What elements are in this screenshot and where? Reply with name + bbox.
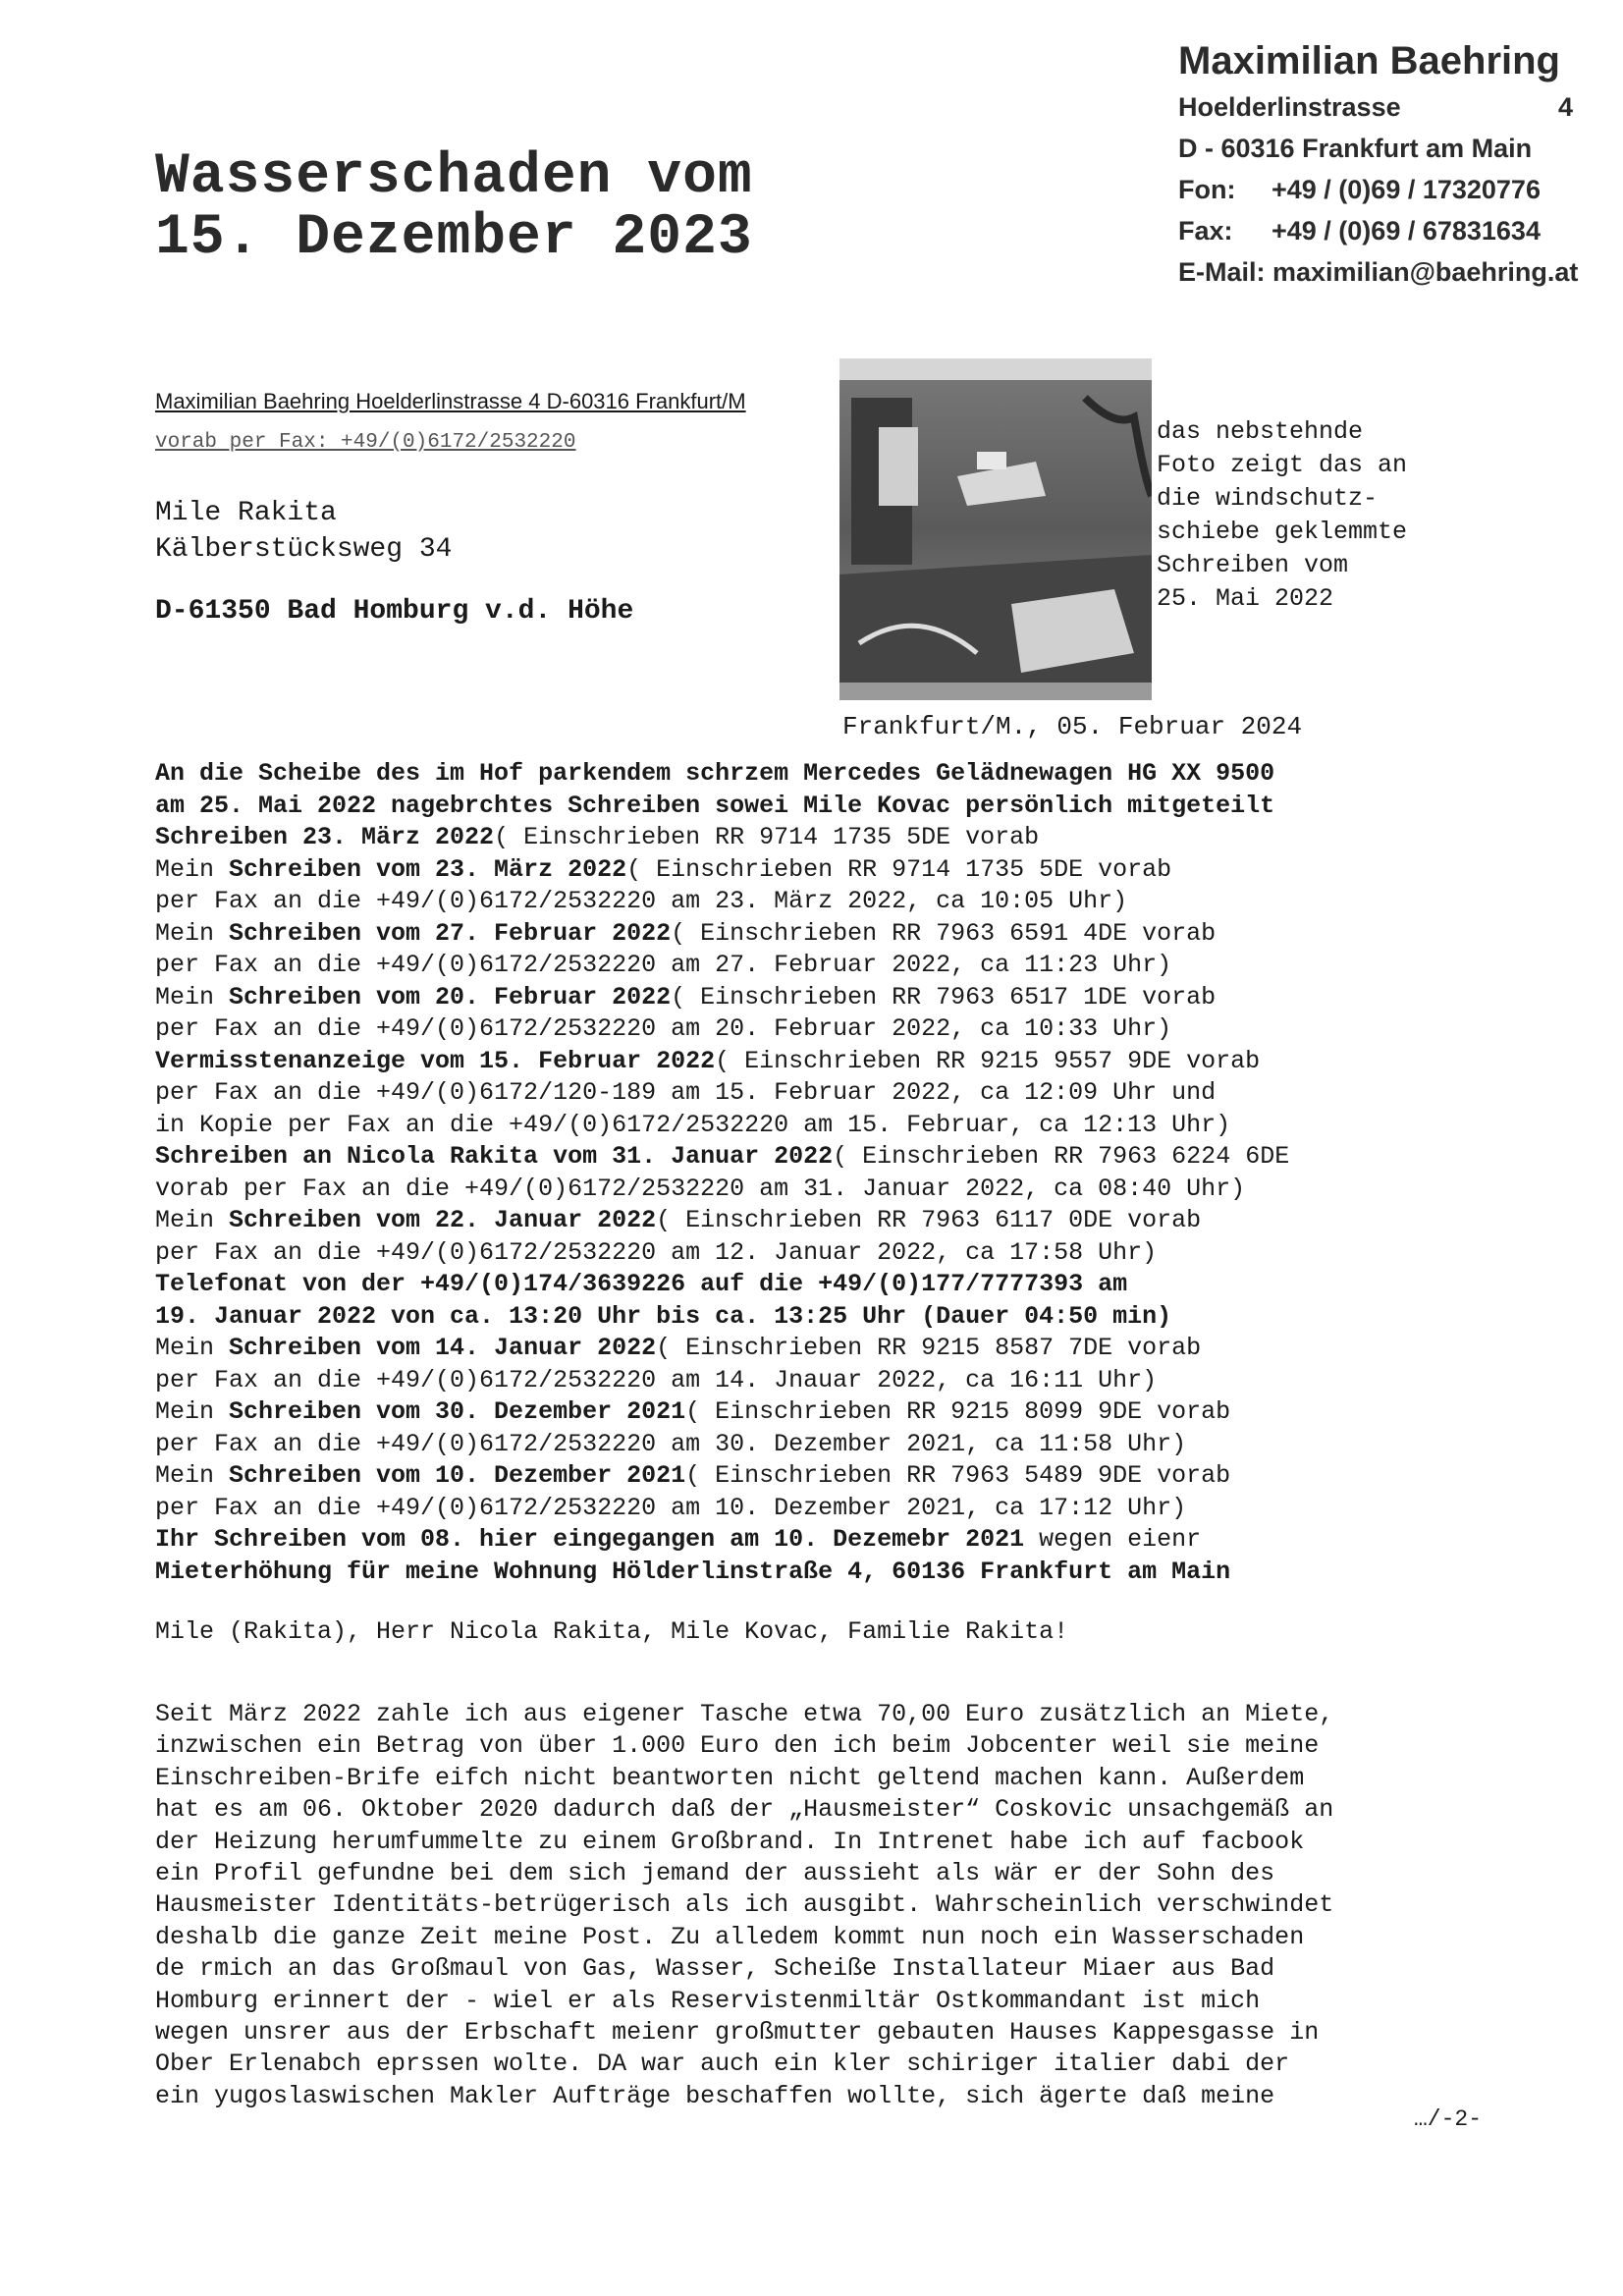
reference-detail-text: per Fax an die +49/(0)6172/2532220 am 30. Dezember 2021, ca 11:58 Uhr) bbox=[155, 1429, 1187, 1458]
reference-line bbox=[155, 1237, 1289, 1270]
photo-caption-line: das nebstehnde bbox=[1157, 417, 1364, 446]
sender-street: Hoelderlinstrasse bbox=[1178, 92, 1401, 122]
reference-detail-text: ( Einschrieben RR 9714 1735 5DE vorab bbox=[626, 854, 1172, 884]
reference-detail-text: ( Einschrieben RR 7963 5489 9DE vorab bbox=[685, 1461, 1231, 1490]
reference-line bbox=[155, 918, 1289, 951]
body-text bbox=[155, 1699, 1333, 2112]
reference-detail-text: wegen eienr bbox=[1024, 1525, 1202, 1554]
reference-line bbox=[155, 791, 1289, 823]
sender-street-row bbox=[1178, 86, 1581, 128]
reference-detail-text: per Fax an die +49/(0)6172/2532220 am 12. Januar 2022, ca 17:58 Uhr) bbox=[155, 1237, 1158, 1267]
reference-line bbox=[155, 1013, 1289, 1046]
reference-detail-text: ( Einschrieben RR 9215 8099 9DE vorab bbox=[685, 1397, 1231, 1426]
reference-line bbox=[155, 1429, 1289, 1461]
sender-phone-label: Fon: bbox=[1178, 175, 1236, 204]
body-line: deshalb die ganze Zeit meine Post. Zu alledem kommt nun noch ein Wasserschaden bbox=[155, 1922, 1305, 1951]
sender-fax-label: Fax: bbox=[1178, 216, 1233, 246]
reference-line bbox=[155, 1301, 1289, 1334]
reference-line bbox=[155, 1269, 1289, 1301]
photo-caption-line: schiebe geklemmte bbox=[1157, 518, 1408, 546]
photo-caption bbox=[1157, 415, 1407, 616]
reference-line bbox=[155, 1141, 1289, 1174]
reference-detail-text: ( Einschrieben RR 7963 6224 6DE bbox=[833, 1142, 1290, 1171]
body-line: wegen unsrer aus der Erbschaft meienr großmutter gebauten Hauses Kappesgasse in bbox=[155, 2018, 1320, 2048]
reference-line bbox=[155, 1460, 1289, 1493]
title-line-1: Wasserschaden vom bbox=[155, 145, 753, 209]
body-line: Hausmeister Identitäts-betrügerisch als ich ausgibt. Wahrscheinlich verschwindet bbox=[155, 1890, 1334, 1920]
reference-line bbox=[155, 1396, 1289, 1429]
sender-city: D - 60316 Frankfurt am Main bbox=[1178, 134, 1533, 163]
document-title bbox=[155, 147, 753, 269]
reference-detail-text: per Fax an die +49/(0)6172/2532220 am 23. März 2022, ca 10:05 Uhr) bbox=[155, 887, 1128, 915]
reference-bold-text: Schreiben vom 10. Dezember 2021 bbox=[229, 1461, 686, 1490]
reference-line bbox=[155, 1046, 1289, 1078]
letter-date: Frankfurt/M., 05. Februar 2024 bbox=[842, 712, 1303, 741]
body-line: de rmich an das Großmaul von Gas, Wasser, Scheiße Installateur Miaer aus Bad bbox=[155, 1954, 1275, 1984]
recipient-address bbox=[155, 495, 633, 629]
reference-detail-text: ( Einschrieben RR 9714 1735 5DE vorab bbox=[494, 823, 1040, 851]
reference-detail-text: ( Einschrieben RR 9215 9557 9DE vorab bbox=[715, 1046, 1261, 1075]
reference-detail-text: ( Einschrieben RR 7963 6591 4DE vorab bbox=[671, 918, 1217, 948]
reference-detail-text: per Fax an die +49/(0)6172/2532220 am 20. Februar 2022, ca 10:33 Uhr) bbox=[155, 1014, 1172, 1043]
reference-detail-text: per Fax an die +49/(0)6172/2532220 am 27. Februar 2022, ca 11:23 Uhr) bbox=[155, 951, 1172, 979]
reference-detail-text: per Fax an die +49/(0)6172/2532220 am 10. Dezember 2021, ca 17:12 Uhr) bbox=[155, 1493, 1187, 1522]
reference-bold-text: Ihr Schreiben vom 08. hier eingegangen am 10. Dezemebr 2021 bbox=[155, 1525, 1025, 1554]
reference-bold-text: Schreiben vom 20. Februar 2022 bbox=[229, 982, 672, 1011]
sender-phone: +49 / (0)69 / 17320776 bbox=[1271, 175, 1541, 204]
reference-bold-text: Schreiben 23. März 2022 bbox=[155, 823, 495, 851]
body-line: Seit März 2022 zahle ich aus eigener Tasche etwa 70,00 Euro zusätzlich an Miete, bbox=[155, 1700, 1334, 1728]
reference-prefix: Mein bbox=[155, 1397, 230, 1426]
recipient-name: Mile Rakita bbox=[155, 498, 337, 528]
reference-bold-text: Schreiben vom 27. Februar 2022 bbox=[229, 918, 672, 948]
reference-line bbox=[155, 854, 1289, 887]
reference-detail-text: ( Einschrieben RR 9215 8587 7DE vorab bbox=[656, 1334, 1202, 1362]
sender-street-number: 4 bbox=[1557, 92, 1573, 122]
body-line: Einschreiben-Brife eifch nicht beantworten nicht geltend machen kann. Außerdem bbox=[155, 1763, 1305, 1792]
return-address: Maximilian Baehring Hoelderlinstrasse 4 D-60316 Frankfurt/M bbox=[155, 389, 746, 413]
reference-line bbox=[155, 1365, 1289, 1397]
reference-prefix: Mein bbox=[155, 1206, 230, 1234]
title-line-2: 15. Dezember 2023 bbox=[155, 206, 753, 270]
reference-line bbox=[155, 1077, 1289, 1110]
sender-email: E-Mail: maximilian@baehring.at bbox=[1178, 257, 1579, 287]
reference-prefix: Mein bbox=[155, 1461, 230, 1490]
windshield-photo bbox=[839, 358, 1152, 700]
recipient-street: Kälberstücksweg 34 bbox=[155, 534, 453, 565]
fax-note: vorab per Fax: +49/(0)6172/2532220 bbox=[155, 431, 576, 454]
reference-bold-text: Schreiben vom 22. Januar 2022 bbox=[229, 1206, 657, 1234]
reference-bold-text: Schreiben vom 23. März 2022 bbox=[229, 854, 627, 884]
reference-bold-text: Vermisstenanzeige vom 15. Februar 2022 bbox=[155, 1046, 716, 1075]
body-line: inzwischen ein Betrag von über 1.000 Euro den ich beim Jobcenter weil sie meine bbox=[155, 1731, 1320, 1761]
reference-line bbox=[155, 1333, 1289, 1365]
recipient-city: D-61350 Bad Homburg v.d. Höhe bbox=[155, 596, 634, 627]
photo-caption-line: 25. Mai 2022 bbox=[1157, 584, 1334, 613]
sender-phone-row bbox=[1178, 169, 1581, 210]
reference-detail-text: ( Einschrieben RR 7963 6117 0DE vorab bbox=[656, 1206, 1202, 1234]
body-line: der Heizung herumfummelte zu einem Großbrand. In Intrenet habe ich auf facbook bbox=[155, 1827, 1305, 1856]
reference-bold-text: Schreiben an Nicola Rakita vom 31. Januar 2022 bbox=[155, 1142, 834, 1171]
body-line: Ober Erlenabch eprssen wolte. DA war auch ein kler schiriger italier dabi der bbox=[155, 2050, 1290, 2079]
sender-fax: +49 / (0)69 / 67831634 bbox=[1271, 216, 1541, 246]
reference-detail-text: per Fax an die +49/(0)6172/2532220 am 14. Jnauar 2022, ca 16:11 Uhr) bbox=[155, 1365, 1158, 1394]
reference-line bbox=[155, 982, 1289, 1014]
page-marker: …/-2- bbox=[1414, 2106, 1483, 2132]
reference-line bbox=[155, 1205, 1289, 1237]
sender-fax-row bbox=[1178, 210, 1581, 251]
salutation: Mile (Rakita), Herr Nicola Rakita, Mile Kovac, Familie Rakita! bbox=[155, 1617, 1069, 1646]
reference-line bbox=[155, 886, 1289, 918]
reference-line bbox=[155, 1557, 1289, 1589]
reference-line bbox=[155, 1110, 1289, 1142]
photo-caption-line: die windschutz- bbox=[1157, 484, 1379, 513]
reference-line bbox=[155, 1493, 1289, 1525]
photo-caption-line: Schreiben vom bbox=[1157, 551, 1349, 579]
reference-bold-text: Telefonat von der +49/(0)174/3639226 auf die +49/(0)177/7777393 am bbox=[155, 1270, 1128, 1298]
reference-line bbox=[155, 1524, 1289, 1557]
body-line: hat es am 06. Oktober 2020 dadurch daß der „Hausmeister“ Coskovic unsachgemäß an bbox=[155, 1795, 1334, 1825]
reference-line bbox=[155, 758, 1289, 791]
reference-prefix: Mein bbox=[155, 854, 230, 884]
reference-bold-text: An die Scheibe des im Hof parkendem schrzem Mercedes Gelädnewagen HG XX 9500 bbox=[155, 759, 1275, 788]
reference-detail-text: per Fax an die +49/(0)6172/120-189 am 15. Februar 2022, ca 12:09 Uhr und bbox=[155, 1078, 1217, 1107]
reference-bold-text: am 25. Mai 2022 nagebrchtes Schreiben sowei Mile Kovac persönlich mitgeteilt bbox=[155, 791, 1275, 820]
reference-prefix: Mein bbox=[155, 918, 230, 948]
reference-line bbox=[155, 950, 1289, 982]
reference-line bbox=[155, 822, 1289, 854]
reference-block bbox=[155, 758, 1289, 1588]
reference-detail-text: in Kopie per Fax an die +49/(0)6172/2532220 am 15. Februar, ca 12:13 Uhr) bbox=[155, 1110, 1231, 1139]
reference-bold-text: Schreiben vom 30. Dezember 2021 bbox=[229, 1397, 686, 1426]
reference-prefix: Mein bbox=[155, 1334, 230, 1362]
sender-letterhead bbox=[1178, 35, 1581, 293]
reference-line bbox=[155, 1174, 1289, 1206]
reference-prefix: Mein bbox=[155, 982, 230, 1011]
photo-caption-line: Foto zeigt das an bbox=[1157, 451, 1408, 479]
body-line: ein Profil gefundne bei dem sich jemand der aussieht als wär er der Sohn des bbox=[155, 1859, 1275, 1888]
reference-detail-text: vorab per Fax an die +49/(0)6172/2532220 am 31. Januar 2022, ca 08:40 Uhr) bbox=[155, 1174, 1246, 1203]
sender-name: Maximilian Baehring bbox=[1178, 39, 1560, 82]
body-line: Homburg erinnert der - wiel er als Reservistenmiltär Ostkommandant ist mich bbox=[155, 1986, 1261, 2015]
reference-detail-text: ( Einschrieben RR 7963 6517 1DE vorab bbox=[671, 982, 1217, 1011]
reference-bold-text: Schreiben vom 14. Januar 2022 bbox=[229, 1334, 657, 1362]
reference-bold-text: 19. Januar 2022 von ca. 13:20 Uhr bis ca. 13:25 Uhr (Dauer 04:50 min) bbox=[155, 1301, 1172, 1331]
body-line: ein yugoslaswischen Makler Aufträge beschaffen wollte, sich ägerte daß meine bbox=[155, 2081, 1275, 2110]
reference-bold-text: Mieterhöhung für meine Wohnung Hölderlinstraße 4, 60136 Frankfurt am Main bbox=[155, 1557, 1231, 1586]
